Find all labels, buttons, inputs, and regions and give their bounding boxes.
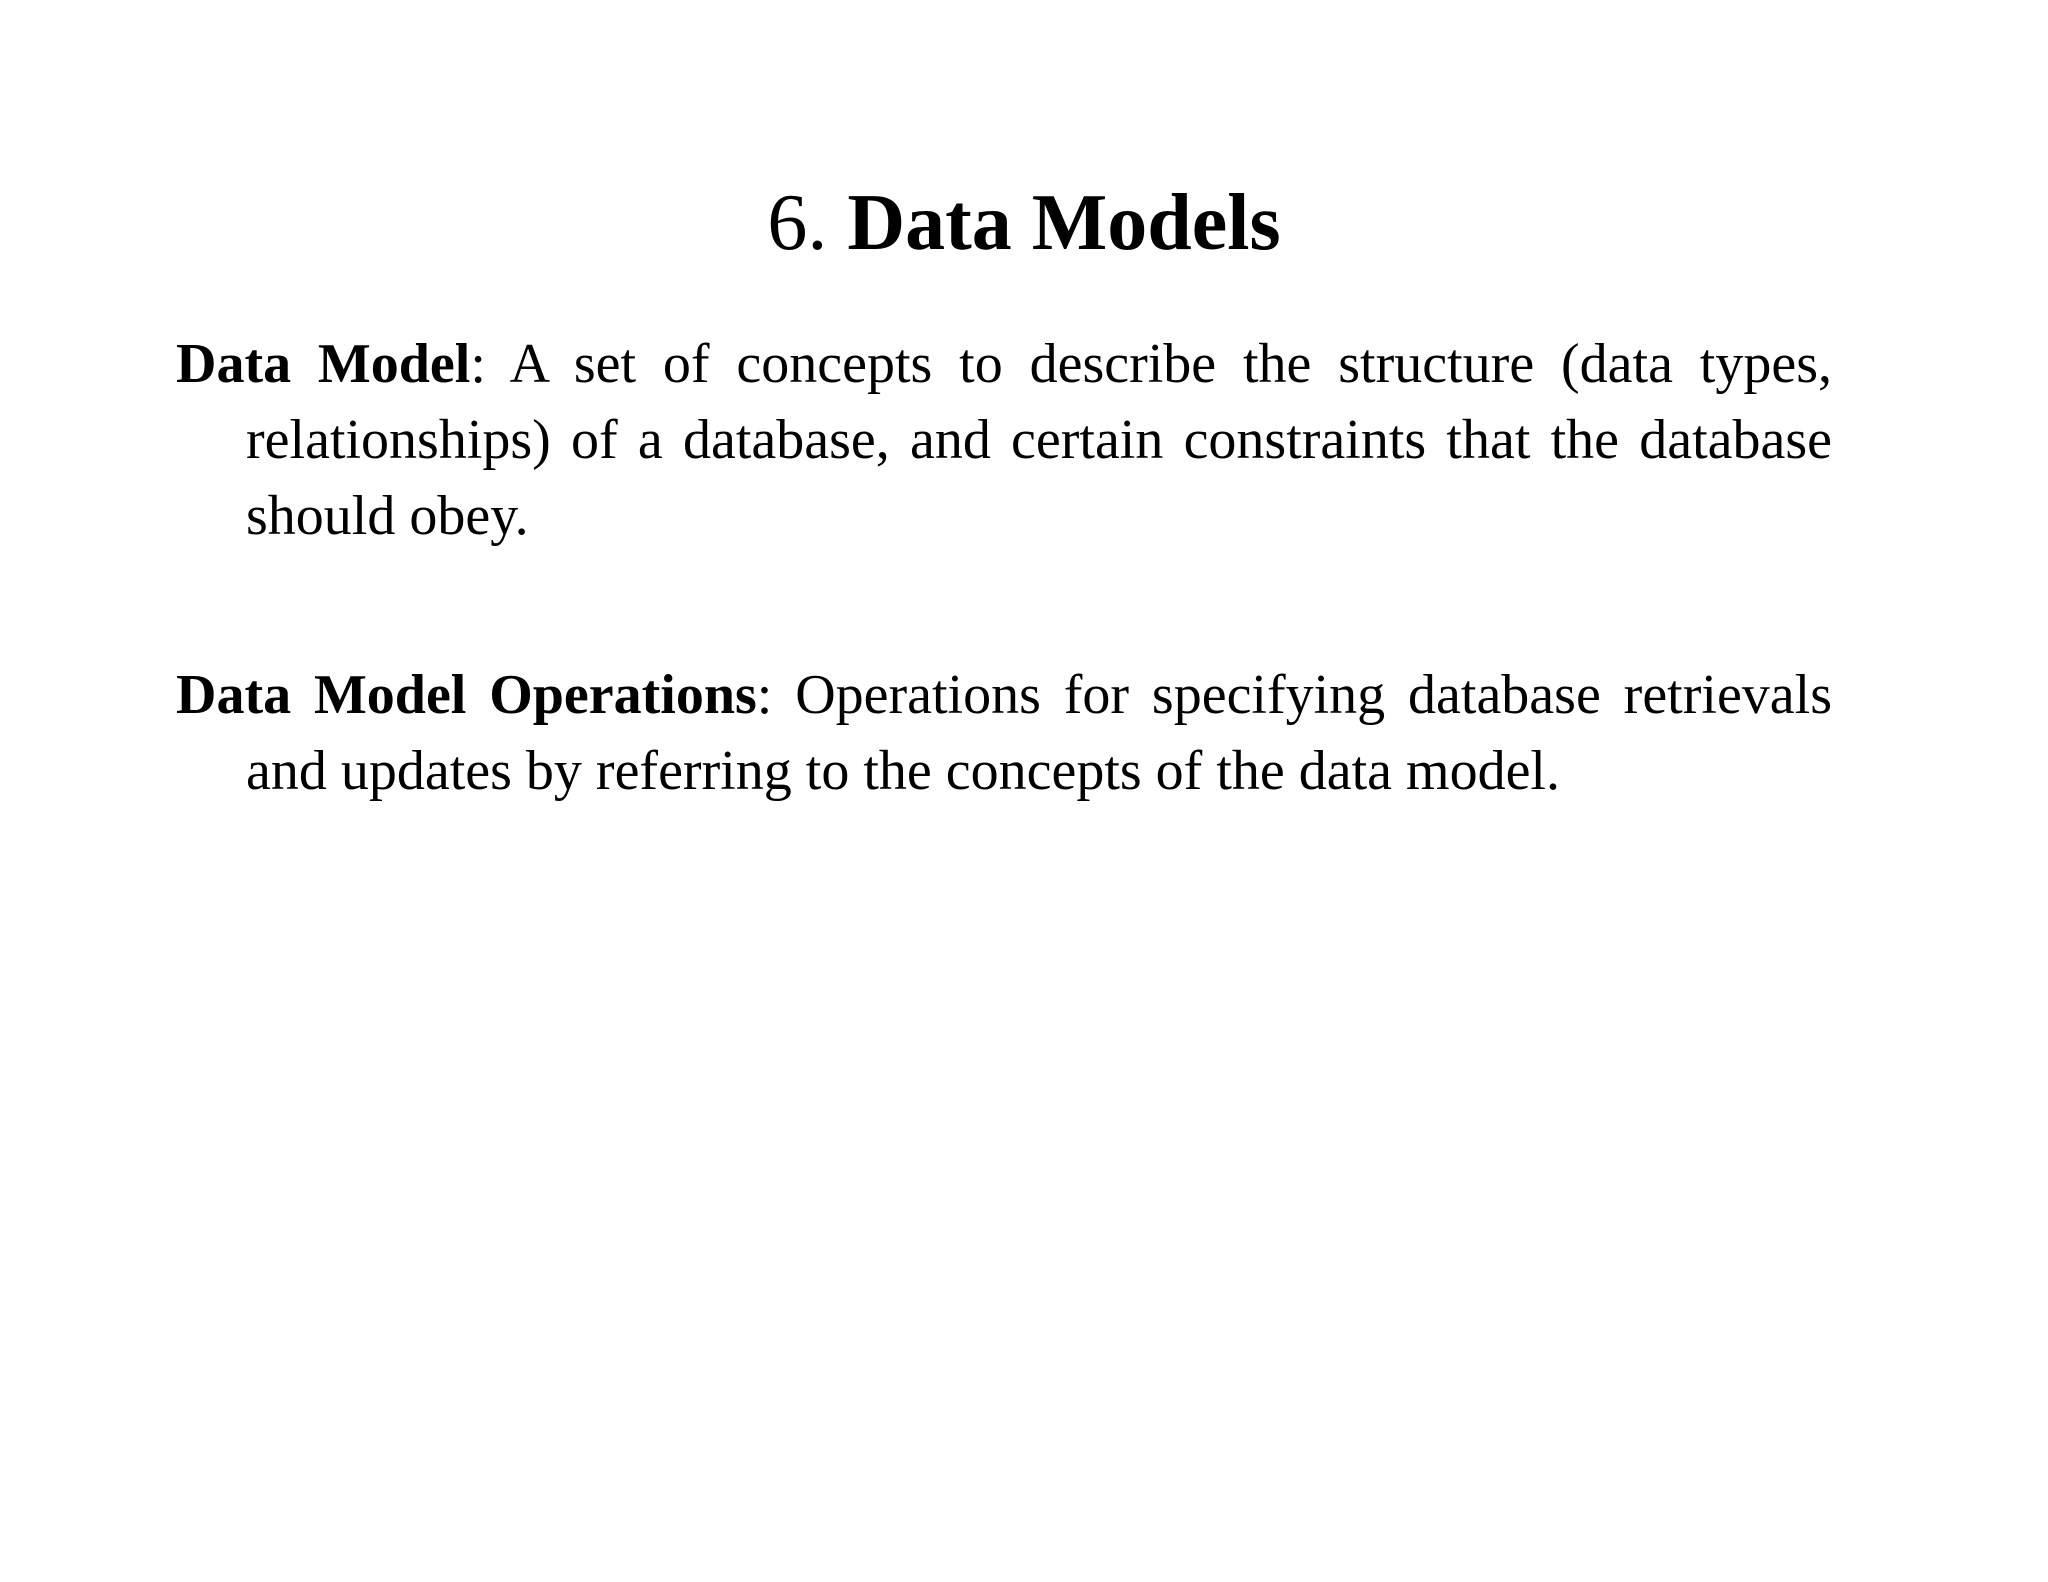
title-number: 6. (767, 179, 828, 267)
slide-title (0, 168, 2048, 278)
term-separator: : (470, 333, 486, 395)
definition-data-model (176, 326, 1832, 554)
definition-text: Operations for specifying database retrievals and updates by referring to the concepts of the data model. (246, 664, 1833, 802)
title-text: Data Models (847, 179, 1281, 267)
definition-text: A set of concepts to describe the structure (data types, relationships) of a database, and certain constraints that the database should obey. (246, 333, 1832, 547)
definition-data-model-operations (176, 657, 1832, 809)
term-data-model-operations: Data Model Operations (176, 664, 757, 726)
term-separator: : (756, 664, 773, 726)
term-data-model: Data Model (176, 333, 471, 395)
